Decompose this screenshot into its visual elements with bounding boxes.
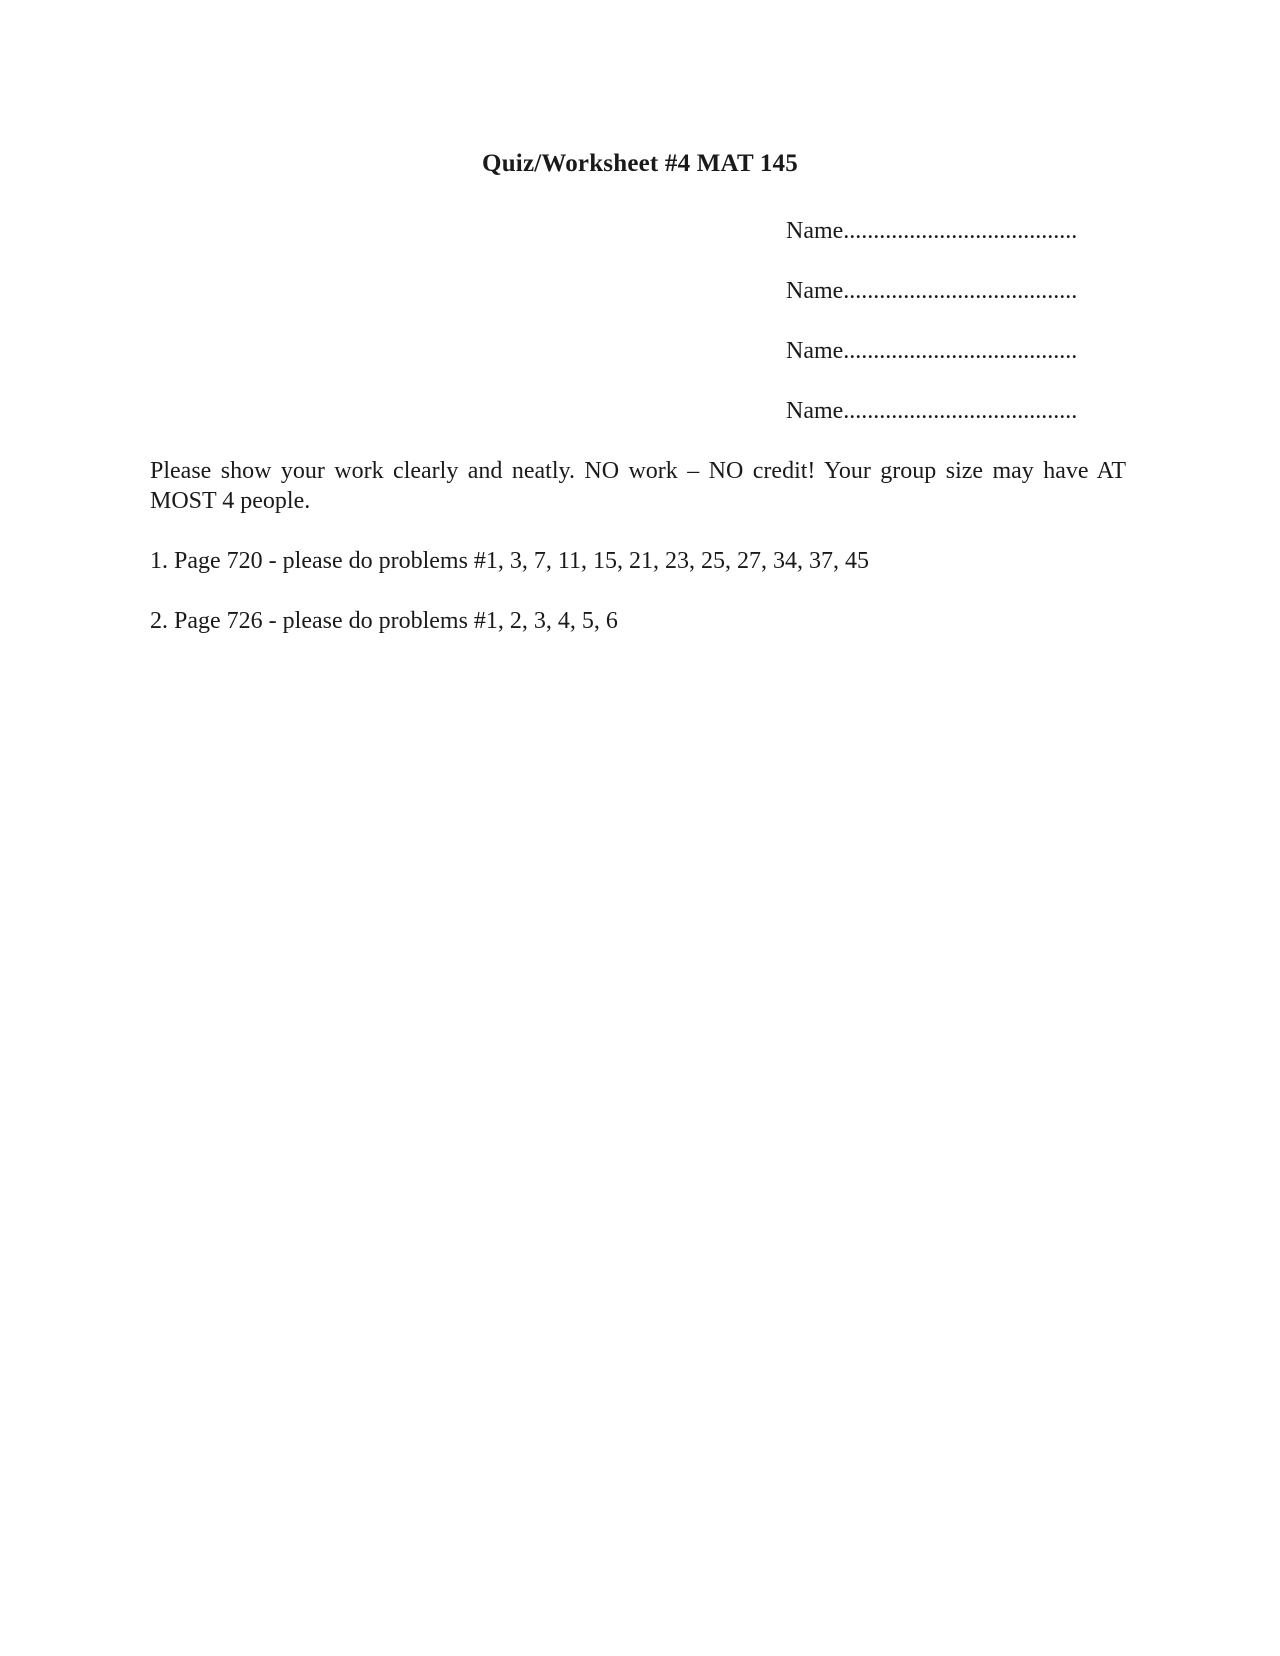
name-field-2: Name....................................... (786, 278, 1078, 304)
problem-item-1: 1. Page 720 - please do problems #1, 3, 7, 11, 15, 21, 23, 25, 27, 34, 37, 45 (150, 548, 870, 574)
name-fields (786, 216, 1126, 456)
problem-item-2: 2. Page 726 - please do problems #1, 2, 3, 4, 5, 6 (150, 608, 618, 634)
instructions-paragraph: Please show your work clearly and neatly. NO work – NO credit! Your group size may have AT MOST 4 people. (150, 458, 1126, 514)
name-field-4: Name....................................... (786, 398, 1078, 424)
page-title: Quiz/Worksheet #4 MAT 145 (482, 150, 798, 177)
name-field-1: Name....................................... (786, 218, 1078, 244)
name-field-3: Name....................................... (786, 338, 1078, 364)
